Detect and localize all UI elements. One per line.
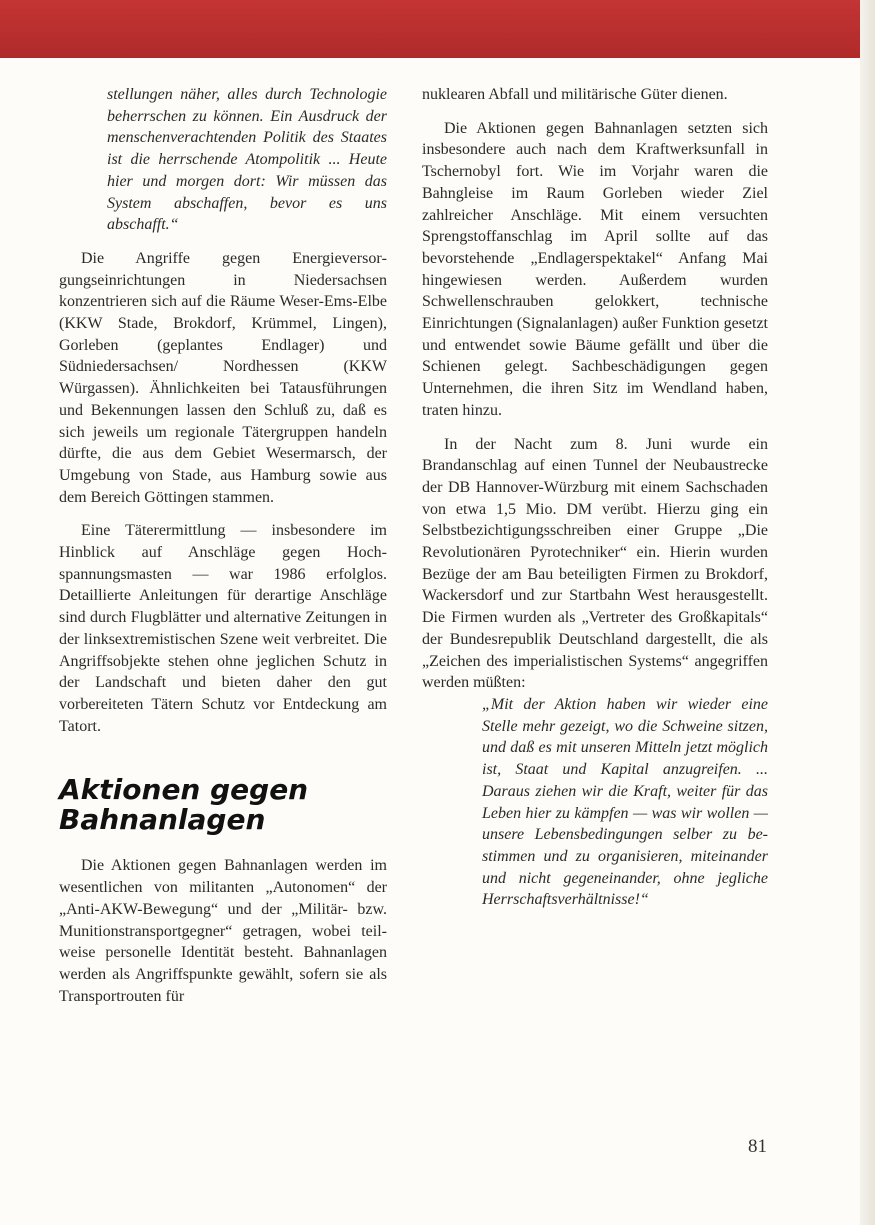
paragraph-rail-actions-intro: Die Aktionen gegen Bahnanlagen werden im wesentlichen von militanten „Autonomen“ der „Anti-AKW-Bewegung“ und der „Militär- bzw. Munitionstransportgegner“ getragen, wobei teilweise personelle Identität besteht. Bahnanlagen werden als Angriffspunkte gewählt, sofern sie als Transportrouten für: [59, 857, 387, 1005]
top-color-band: [0, 0, 860, 58]
page-edge: [860, 0, 875, 1225]
heading-line-2: Bahnanlagen: [59, 803, 266, 837]
page-number: 81: [748, 1136, 767, 1157]
paragraph-continuation: nuklearen Abfall und militärische Güter dienen.: [422, 86, 728, 103]
quote-pyrotechniker: „Mit der Aktion haben wir wieder eine Stelle mehr gezeigt, wo die Schweine sitzen, und daß es mit unseren Mitteln jetzt möglich ist, Staat und Kapital anzugreifen. ... Daraus ziehen wir die Kraft, weiter für das Leben hier zu kämpfen — was wir wollen — unsere Lebensbedingungen selber zu bestimmen und zu organisieren, miteinander und nicht gegeneinander, ohne jegliche Herrschaftsverhältnisse!“: [482, 695, 768, 909]
paragraph-investigation: Eine Täterermittlung — insbesondere im Hinblick auf Anschläge gegen Hochspannungsmasten — war 1986 erfolglos. Detaillierte Anleitungen für derartige Anschläge sind durch Flugblätter und alternative Zeitungen in der linksextremistischen Szene weit verbreitet. Die Angriffsobjekte stehen ohne jeglichen Schutz in der Landschaft und bieten daher den gut vorbereiteten Tätern Schutz vor Entdeckung am Tatort.: [59, 522, 387, 735]
paragraph-gorleben: Die Aktionen gegen Bahnanlagen setzten sich insbesondere auch nach dem Kraftwerksunfall in Tschernobyl fort. Wie im Vorjahr waren die Bahngleise im Raum Gorleben wieder Ziel zahlreicher Anschläge. Mit einem versuchten Sprengstoffanschlag im April sollte auf das bevorstehende „Endlagerspektakel“ Anfang Mai hingewiesen werden. Außerdem wurden Schwellenschrauben gelokkert, technische Einrichtungen (Signalanlagen) außer Funktion gesetzt und entwendet sowie Bäume gefällt und über die Schienen gelegt. Sachbeschädigungen gegen Unternehmen, die ihren Sitz im Wendland haben, traten hinzu.: [422, 119, 768, 419]
left-column: [59, 84, 387, 1007]
quote-continuation: stellungen näher, alles durch Technologie beherrschen zu können. Ein Ausdruck der menschenverachtenden Politik des Staates ist die herrschende Atompolitik ... Heute hier und morgen dort: Wir müssen das System abschaffen, bevor es uns abschafft.“: [107, 86, 387, 234]
heading-line-1: Aktionen gegen: [59, 773, 309, 807]
right-column: [422, 84, 768, 911]
paragraph-energy-attacks: Die Angriffe gegen Energieversorgungseinrichtungen in Niedersachsen konzentrieren sich auf die Räume Weser-Ems-Elbe (KKW Stade, Brokdorf, Krümmel, Lingen), Gorleben (geplantes Endlager) und Südniedersachsen/ Nordhessen (KKW Würgassen). Ähnlichkeiten bei Tatausführungen und Bekennungen lassen den Schluß zu, daß es sich jeweils um regionale Tätergruppen handeln dürfte, die aus dem Gebiet Wesermarsch, der Umgebung von Stade, aus Hamburg sowie aus dem Bereich Göttingen stammen.: [59, 249, 387, 506]
section-heading: [59, 775, 387, 835]
paragraph-tunnel-attack: In der Nacht zum 8. Juni wurde ein Brandanschlag auf einen Tunnel der Neubaustrecke der DB Hannover-Würzburg mit einem Sachschaden von etwa 1,5 Mio. DM verübt. Hierzu ging ein Selbstbezichtigungsschreiben einer Gruppe „Die Revolutionären Pyrotechniker“ ein. Hierin wurden Bezüge der am Bau beteiligten Firmen zu Brokdorf, Wackersdorf und zur Startbahn West herausgestellt. Die Firmen wurden als „Vertreter des Großkapitals“ der Bundesrepublik Deutschland dargestellt, die als „Zeichen des imperialistischen Systems“ angegriffen werden müßten:: [422, 435, 768, 692]
